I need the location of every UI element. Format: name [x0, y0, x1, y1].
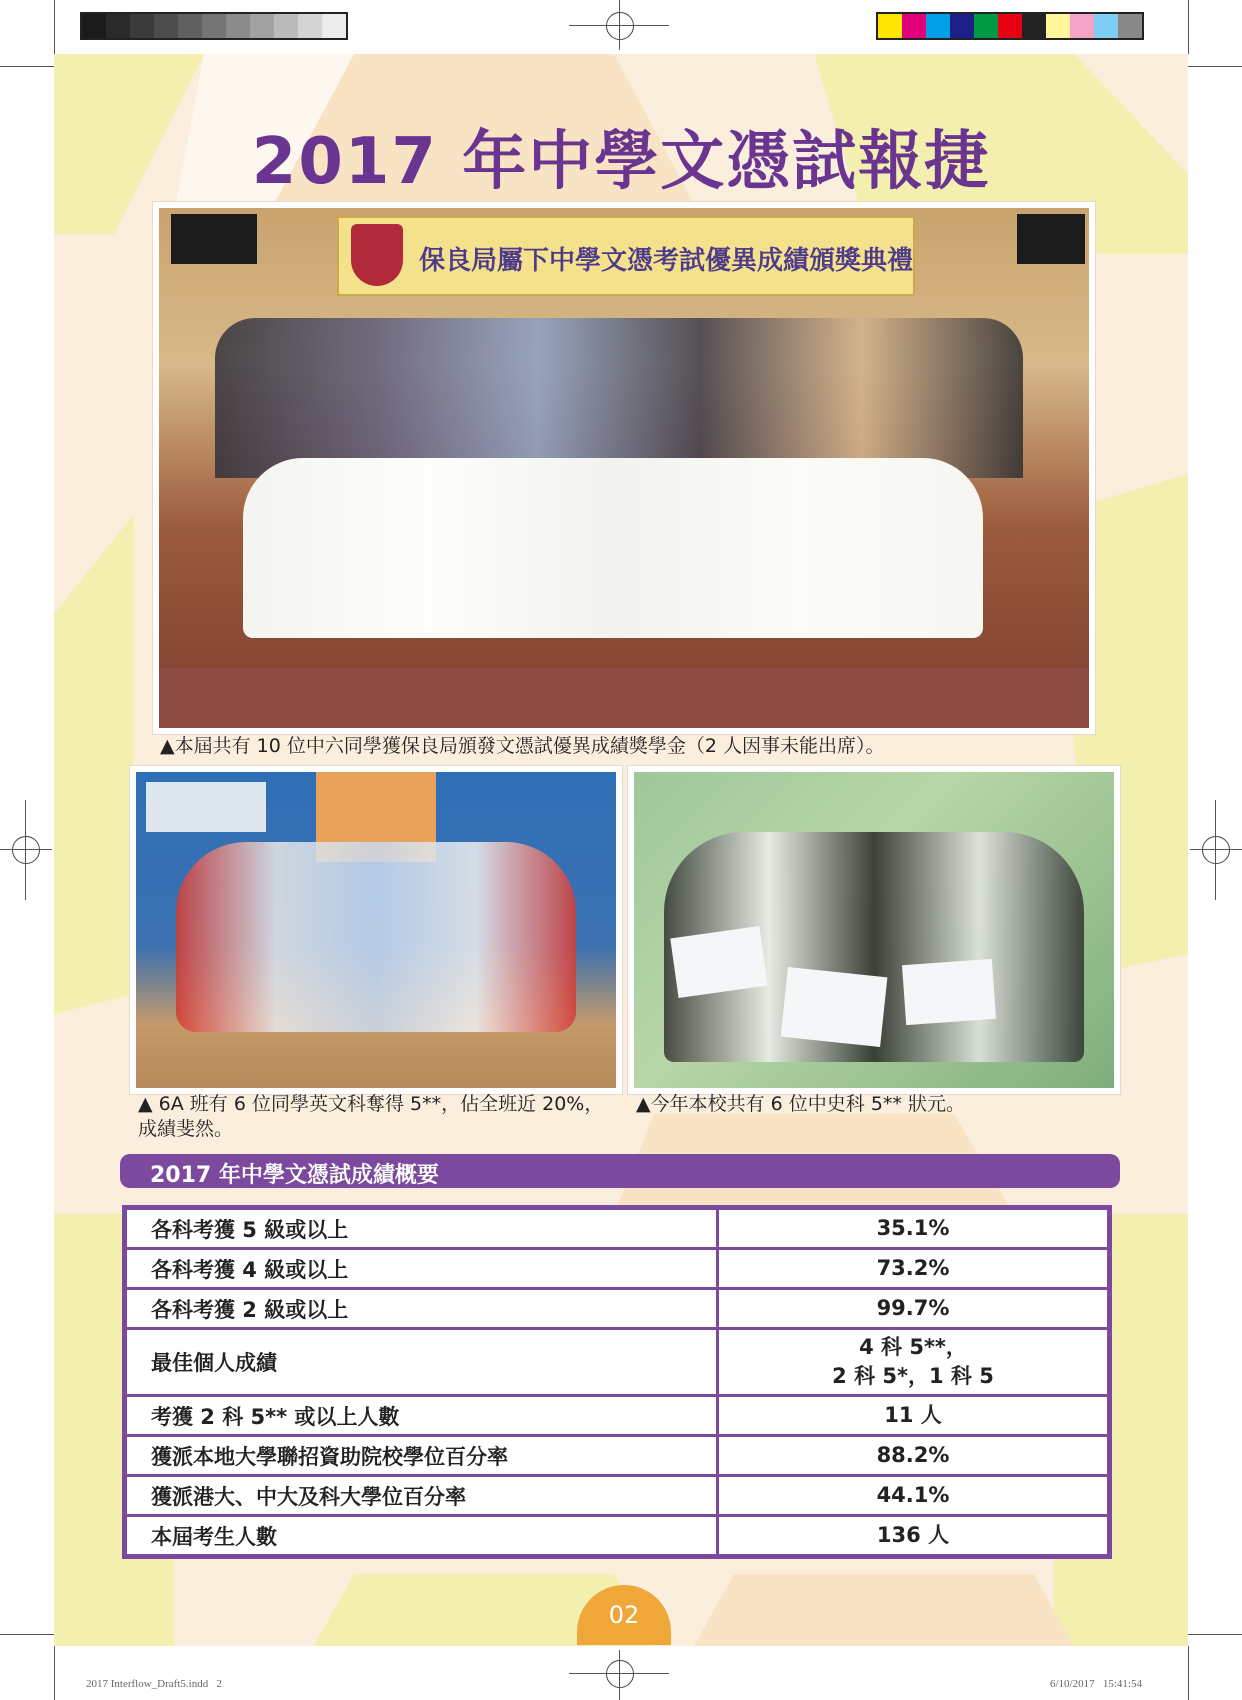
row-label: 獲派本地大學聯招資助院校學位百分率: [125, 1436, 718, 1476]
table-row: [125, 1329, 1110, 1396]
table-row: [125, 1516, 1110, 1557]
history-students-photo: [628, 766, 1120, 1094]
certificate-center: [781, 967, 888, 1047]
page-number: 02: [577, 1585, 671, 1645]
color-calibration-bar: [876, 12, 1144, 40]
row-label: 考獲 2 科 5** 或以上人數: [125, 1396, 718, 1436]
certificate-right: [902, 959, 996, 1025]
stage-rear-people: [215, 318, 1023, 478]
row-value: 44.1%: [718, 1476, 1110, 1516]
row-value: 11 人: [718, 1396, 1110, 1436]
table-row: [125, 1396, 1110, 1436]
row-value: 99.7%: [718, 1289, 1110, 1329]
table-row: [125, 1289, 1110, 1329]
grayscale-calibration-bar: [80, 12, 348, 40]
results-table: [122, 1205, 1112, 1559]
row-label: 各科考獲 4 級或以上: [125, 1249, 718, 1289]
right-photo-caption: ▲今年本校共有 6 位中史科 5** 狀元。: [636, 1093, 965, 1115]
wall-map: [146, 782, 266, 832]
row-value: 4 科 5**， 2 科 5*，1 科 5: [718, 1329, 1110, 1396]
page-title: 2017 年中學文憑試報捷: [251, 125, 991, 199]
school-crest-icon: [351, 224, 403, 286]
row-value: 73.2%: [718, 1249, 1110, 1289]
students-group: [176, 842, 576, 1032]
main-photo-caption: ▲本屆共有 10 位中六同學獲保良局頒發文憑試優異成績獎學金（2 人因事未能出席）。: [160, 735, 885, 757]
table-row: [125, 1476, 1110, 1516]
row-label: 最佳個人成績: [125, 1329, 718, 1396]
table-row: [125, 1249, 1110, 1289]
left-photo-caption: ▲ 6A 班有 6 位同學英文科奪得 5**，佔全班近 20%，成績斐然。: [138, 1093, 604, 1140]
certificate-left: [670, 926, 767, 998]
row-value: 136 人: [718, 1516, 1110, 1557]
banner-text: 保良局屬下中學文憑考試優異成績頒獎典禮: [419, 246, 914, 276]
row-label: 本屆考生人數: [125, 1516, 718, 1557]
table-row: [125, 1436, 1110, 1476]
row-label: 各科考獲 5 級或以上: [125, 1208, 718, 1249]
speaker-right: [1017, 214, 1085, 264]
slug-file-info: 2017 Interflow_Draft5.indd 2: [86, 1678, 222, 1690]
row-value: 88.2%: [718, 1436, 1110, 1476]
class-6a-photo: [130, 766, 622, 1094]
summary-heading-bar: [120, 1154, 1120, 1188]
row-label: 各科考獲 2 級或以上: [125, 1289, 718, 1329]
row-label: 獲派港大、中大及科大學位百分率: [125, 1476, 718, 1516]
summary-heading: 2017 年中學文憑試成績概要: [150, 1163, 439, 1188]
row-value: 35.1%: [718, 1208, 1110, 1249]
slug-timestamp: 6/10/2017 15:41:54: [1050, 1678, 1142, 1690]
main-group-photo: [153, 202, 1095, 734]
stage-floor: [159, 668, 1089, 728]
table-row: [125, 1208, 1110, 1249]
speaker-left: [171, 214, 257, 264]
ceremony-banner: [337, 216, 915, 296]
stage-front-students: [243, 458, 983, 638]
